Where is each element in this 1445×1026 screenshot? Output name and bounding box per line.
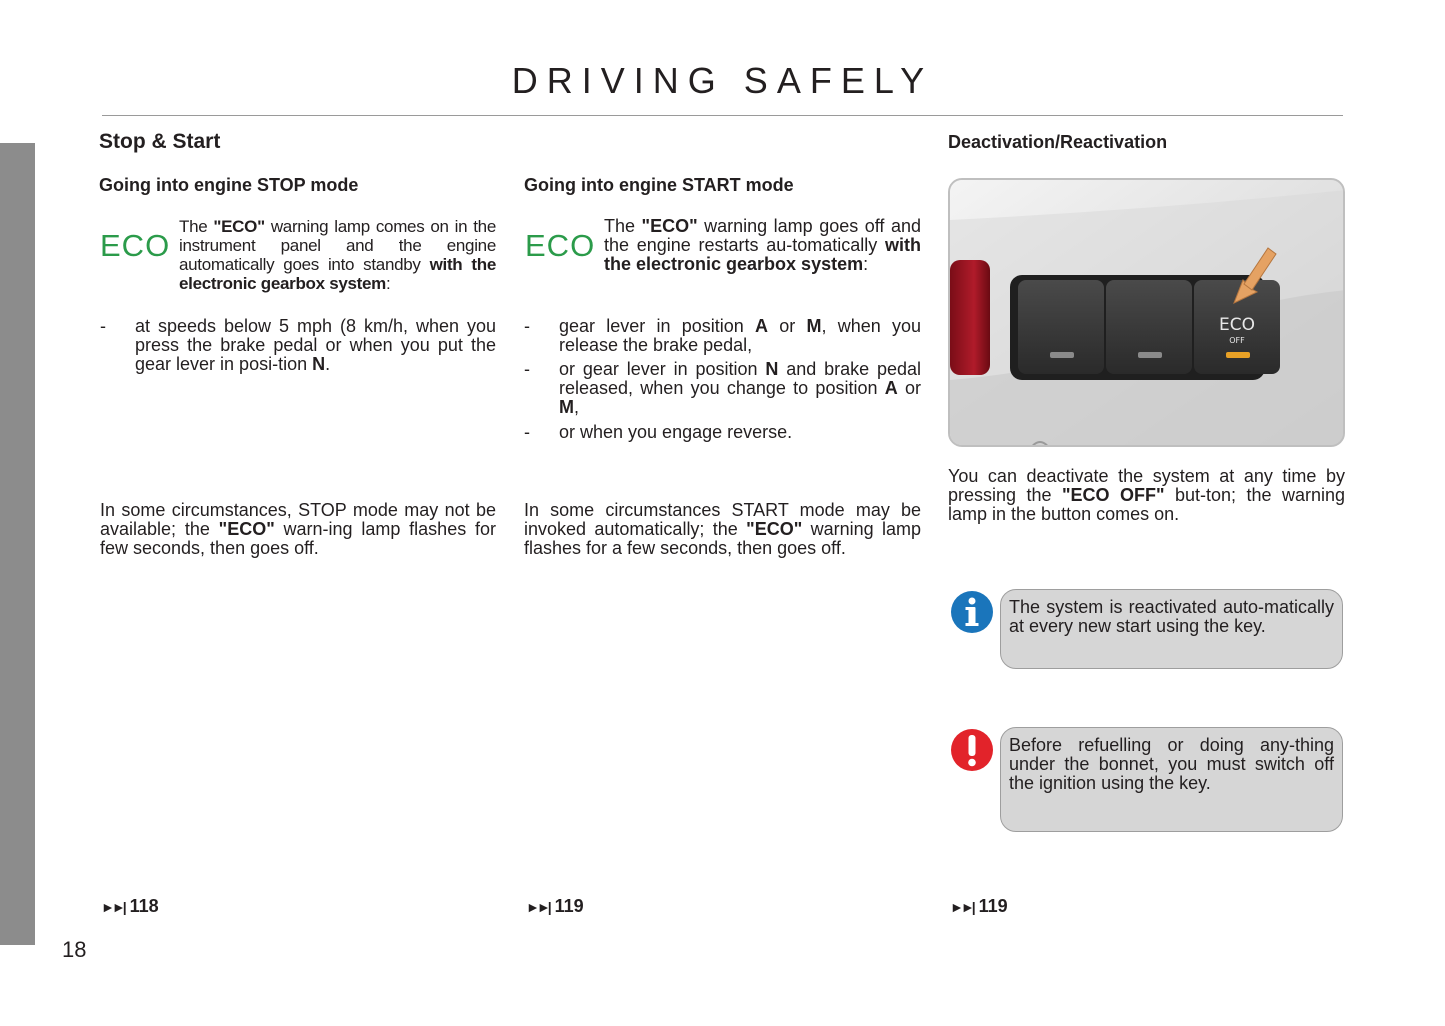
start-mode-heading: Going into engine START mode bbox=[524, 175, 794, 195]
list-item: - gear lever in position A or M, when you release the brake pedal, bbox=[524, 316, 921, 355]
info-note: The system is reactivated auto-matically at every new start using the key. bbox=[1000, 589, 1343, 669]
start-mode-intro: The "ECO" warning lamp goes off and the engine restarts au-tomatically with the electronic gearbox system: bbox=[604, 216, 921, 274]
eco-off-button-photo bbox=[948, 178, 1345, 447]
dashboard-illustration bbox=[950, 180, 1345, 447]
skip-forward-icon: ►►| bbox=[950, 898, 973, 915]
warning-icon bbox=[950, 728, 994, 772]
info-icon bbox=[950, 590, 994, 634]
warning-note: Before refuelling or doing any-thing under the bonnet, you must switch off the ignition using the key. bbox=[1000, 727, 1343, 832]
list-item: - at speeds below 5 mph (8 km/h, when you press the brake pedal or when you put the gear lever in posi-tion N. bbox=[100, 316, 496, 374]
page-reference-link[interactable]: ►►| 119 bbox=[950, 896, 1008, 916]
deactivation-text: You can deactivate the system at any time by pressing the "ECO OFF" but-ton; the warning lamp in the button comes on. bbox=[948, 466, 1345, 524]
eco-button-label: ECO bbox=[1219, 315, 1255, 335]
eco-lamp-icon: ECO bbox=[525, 228, 596, 263]
side-tab bbox=[0, 143, 35, 945]
list-item: - or gear lever in position N and brake pedal released, when you change to position A or M, bbox=[524, 359, 921, 417]
eco-lamp-icon: ECO bbox=[100, 228, 171, 263]
eco-button-sublabel: OFF bbox=[1229, 336, 1245, 345]
page-title: DRIVING SAFELY bbox=[511, 60, 934, 101]
title-divider bbox=[102, 115, 1343, 116]
list-item: - or when you engage reverse. bbox=[524, 422, 793, 442]
stop-mode-heading: Going into engine STOP mode bbox=[99, 175, 359, 195]
skip-forward-icon: ►►| bbox=[526, 898, 549, 915]
section-title: Stop & Start bbox=[99, 130, 221, 153]
deactivation-heading: Deactivation/Reactivation bbox=[948, 132, 1168, 152]
skip-forward-icon: ►►| bbox=[101, 898, 124, 915]
stop-mode-intro: The "ECO" warning lamp comes on in the instrument panel and the engine automatically goes into standby with the electronic gearbox system: bbox=[179, 217, 496, 293]
stop-mode-note: In some circumstances, STOP mode may not be available; the "ECO" warn-ing lamp flashes for few seconds, then goes off. bbox=[100, 500, 497, 558]
start-mode-note: In some circumstances START mode may be invoked automatically; the "ECO" warning lamp flashes for a few seconds, then goes off. bbox=[524, 500, 921, 558]
page-reference-link[interactable]: ►►| 118 bbox=[101, 896, 159, 916]
page-reference-link[interactable]: ►►| 119 bbox=[526, 896, 584, 916]
page-number: 18 bbox=[62, 937, 87, 962]
